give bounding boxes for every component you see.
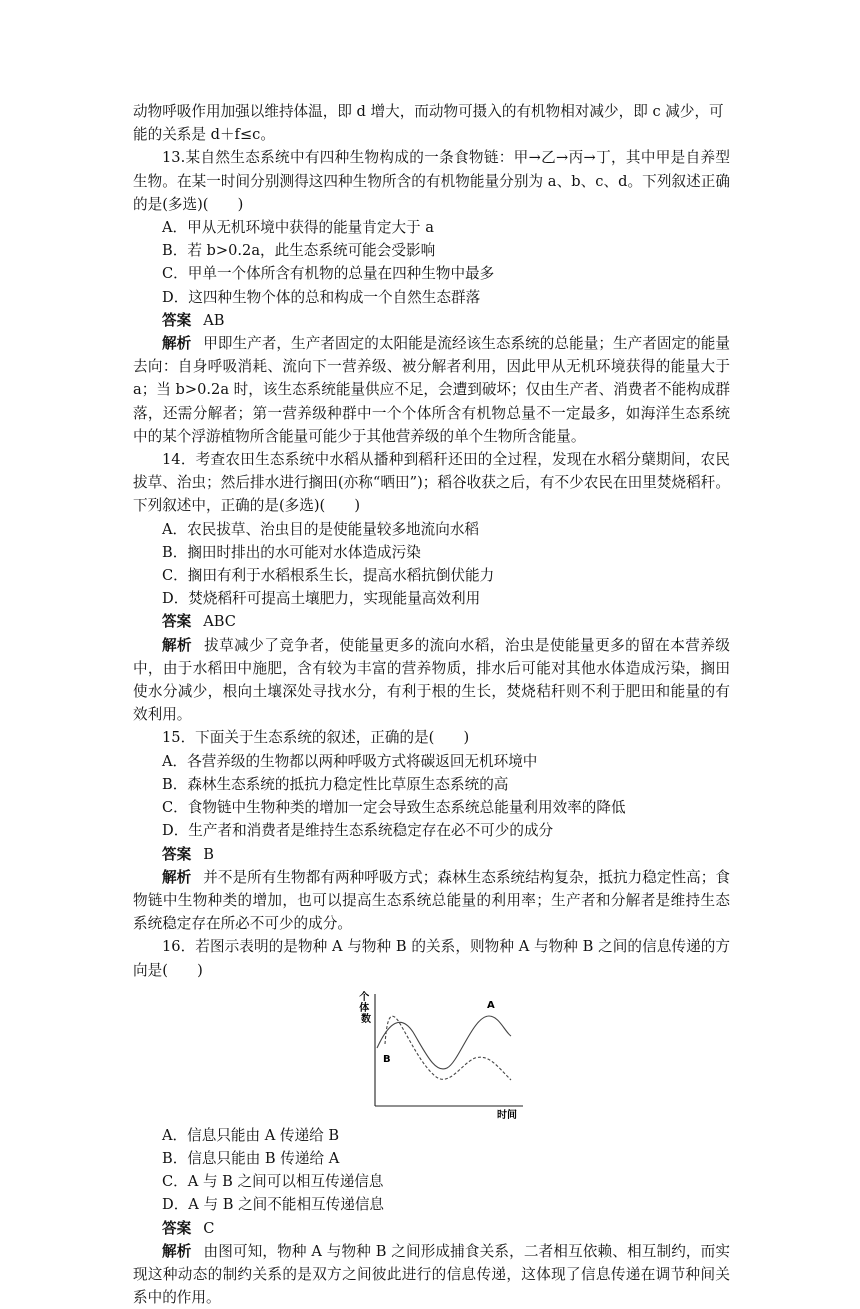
q13-explanation: [133, 332, 730, 448]
population-graph: [355, 986, 525, 1120]
q13-option-a: A．甲从无机环境中获得的能量肯定大于 a: [162, 219, 434, 237]
q15-option-d: D．生产者和消费者是维持生态系统稳定存在必不可少的成分: [162, 822, 554, 840]
q14-stem: 14．考查农田生态系统中水稻从播种到稻秆还田的全过程，发现在水稻分蘖期间，农民拔草、治虫；然后排水进行搁田(亦称“晒田”)；稻谷收获之后，有不少农民在田里焚烧稻秆。下列叙述中，正确的是(多选)( ): [133, 451, 730, 515]
q14-option-b: B．搁田时排出的水可能对水体造成污染: [162, 543, 421, 561]
answer-value: ABC: [203, 613, 236, 631]
answer-value: AB: [203, 311, 225, 329]
q15-option-c: C．食物链中生物种类的增加一定会导致生态系统总能量利用效率的降低: [162, 799, 626, 817]
answer-label: 答案: [162, 845, 192, 863]
curve-b-label: B: [383, 1053, 391, 1065]
q16-explanation: [133, 1240, 730, 1309]
q14-option-d: D．焚烧稻秆可提高土壤肥力，实现能量高效利用: [162, 590, 481, 608]
q14-explanation: [133, 634, 730, 727]
answer-label: 答案: [162, 1219, 192, 1237]
q14-option-a: A．农民拔草、治虫目的是使能量较多地流向水稻: [162, 520, 480, 538]
q15-answer: [133, 843, 730, 866]
q13-answer: [133, 309, 730, 332]
intro-line-1: 动物呼吸作用加强以维持体温，即 d 增大，而动物可摄入的有机物相对减少，即 c 减少，可: [133, 103, 724, 120]
q16-stem: 16．若图示表明的是物种 A 与物种 B 的关系，则物种 A 与物种 B 之间的信息传递的方向是( ): [133, 938, 730, 979]
explanation-label: 解析: [162, 636, 193, 654]
q13-option-c: C．甲单一个体所含有机物的总量在四种生物中最多: [162, 265, 495, 283]
explanation-label: 解析: [162, 335, 192, 353]
curve-b: [385, 1016, 511, 1080]
explanation-text: 并不是所有生物都有两种呼吸方式；森林生态系统结构复杂，抵抗力稳定性高；食物链中生物种类的增加，也可以提高生态系统总能量的利用率；生产者和分解者是维持生态系统稳定存在所必不可少的成分。: [133, 868, 730, 933]
answer-value: C: [203, 1219, 215, 1237]
q15-stem: 15．下面关于生态系统的叙述，正确的是( ): [162, 729, 470, 747]
explanation-label: 解析: [162, 868, 192, 886]
q16-option-b: B．信息只能由 B 传递给 A: [162, 1149, 340, 1167]
q14-answer: [133, 610, 730, 633]
answer-label: 答案: [162, 311, 192, 329]
population-figure: [133, 986, 730, 1124]
q13-option-b: B．若 b>0.2a，此生态系统可能会受影响: [162, 242, 436, 260]
y-axis-label: 个 体 数: [359, 991, 371, 1025]
curve-a: [377, 1016, 511, 1069]
q14-option-c: C．搁田有利于水稻根系生长，提高水稻抗倒伏能力: [162, 567, 495, 585]
q16-option-c: C．A 与 B 之间可以相互传递信息: [162, 1173, 384, 1191]
q16-answer: [133, 1217, 730, 1240]
document-content: [133, 100, 730, 1309]
q15-option-b: B．森林生态系统的抵抗力稳定性比草原生态系统的高: [162, 775, 509, 793]
curve-a-label: A: [487, 999, 495, 1011]
explanation-text: 甲即生产者，生产者固定的太阳能是流经该生态系统的总能量；生产者固定的能量去向：自身呼吸消耗、流向下一营养级、被分解者利用，因此甲从无机环境获得的能量大于 a；当 b>0.2a 时，该生态系统能量供应不足，会遭到破坏；仅由生产者、消费者不能构成群落，还需分解者；第一营养级种群中一个个体所含有机物总量不一定最多，如海洋生态系统中的某个浮游植物所含能量可能少于其他营养级的单个生物所含能量。: [133, 335, 730, 445]
q13-stem: 13.某自然生态系统中有四种生物构成的一条食物链：甲→乙→丙→丁，其中甲是自养型生物。在某一时间分别测得这四种生物所含的有机物能量分别为 a、b、c、d。下列叙述正确的是(多选)( ): [133, 149, 730, 213]
x-axis-label: 时间: [497, 1109, 517, 1120]
answer-label: 答案: [162, 613, 192, 631]
q16-option-d: D．A 与 B 之间不能相互传递信息: [162, 1196, 385, 1214]
explanation-text: 拔草减少了竞争者，使能量更多的流向水稻，治虫是使能量更多的留在本营养级中，由于水稻田中施肥，含有较为丰富的营养物质，排水后可能对其他水体造成污染，搁田使水分减少，根向土壤深处寻找水分，有利于根的生长，焚烧秸秆则不利于肥田和能量的有效利用。: [133, 636, 730, 724]
explanation-label: 解析: [162, 1242, 192, 1260]
q15-explanation: [133, 866, 730, 936]
explanation-text: 由图可知，物种 A 与物种 B 之间形成捕食关系，二者相互依赖、相互制约，而实现这种动态的制约关系的是双方之间彼此进行的信息传递，这体现了信息传递在调节种间关系中的作用。: [133, 1242, 730, 1307]
q16-option-a: A．信息只能由 A 传递给 B: [162, 1126, 340, 1144]
intro-line-2: 能的关系是 d＋f≤c。: [133, 126, 275, 144]
q13-option-d: D．这四种生物个体的总和构成一个自然生态群落: [162, 288, 481, 306]
answer-value: B: [203, 845, 214, 863]
q15-option-a: A．各营养级的生物都以两种呼吸方式将碳返回无机环境中: [162, 752, 538, 770]
